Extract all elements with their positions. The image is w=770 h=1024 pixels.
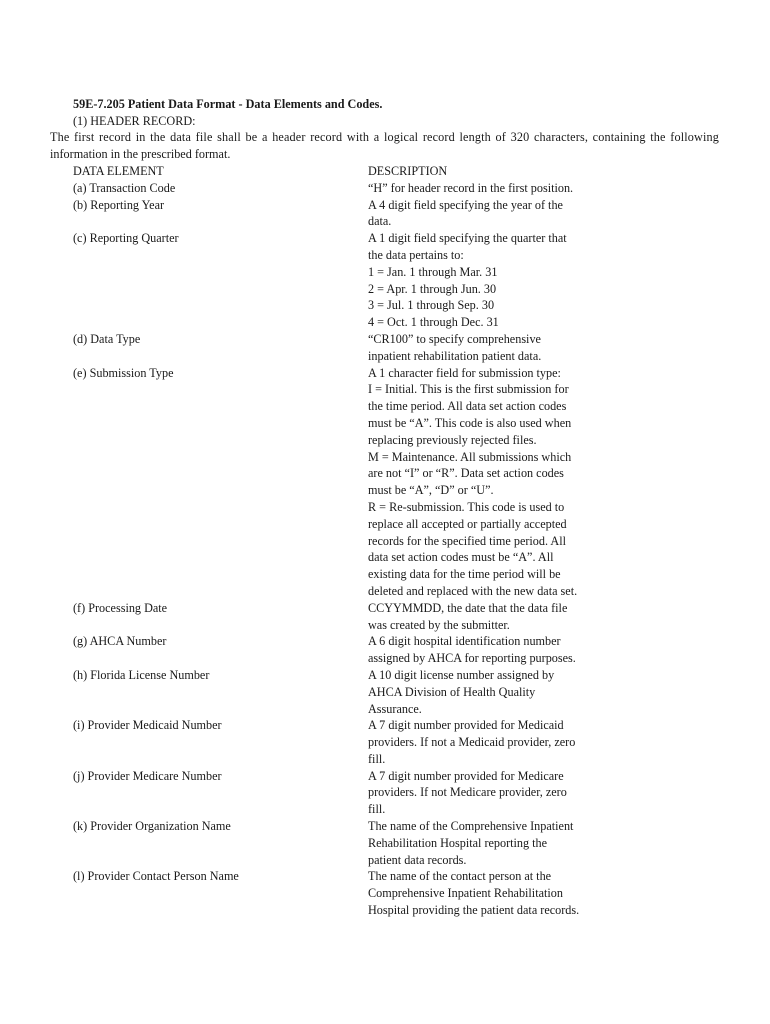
- intro-paragraph: [50, 129, 719, 163]
- data-element-description: [368, 818, 582, 868]
- column-header-data-element: DATA ELEMENT: [73, 164, 164, 178]
- data-elements-table: [73, 163, 633, 919]
- data-element-description: [368, 365, 582, 600]
- description-line: A 4 digit field specifying the year of the: [368, 197, 563, 212]
- description-line: data set action codes must be “A”. All: [368, 550, 554, 565]
- description-line: existing data for the time period will be: [368, 567, 561, 582]
- data-element-label: (j) Provider Medicare Number: [73, 768, 222, 783]
- table-row: [73, 365, 633, 600]
- description-line: M = Maintenance. All submissions which: [368, 449, 572, 464]
- data-element-description: [368, 180, 582, 197]
- data-element-label: (g) AHCA Number: [73, 634, 167, 649]
- data-element-label: (b) Reporting Year: [73, 197, 165, 212]
- description-line: inpatient rehabilitation patient data.: [368, 348, 542, 363]
- description-line: the time period. All data set action codes: [368, 399, 567, 414]
- description-line: The name of the Comprehensive Inpatient: [368, 819, 574, 834]
- data-element-description: [368, 197, 582, 231]
- description-line: A 1 digit field specifying the quarter that: [368, 231, 567, 246]
- table-row: [73, 667, 633, 717]
- description-line: 3 = Jul. 1 through Sep. 30: [368, 298, 495, 313]
- data-element-description: [368, 768, 582, 818]
- description-line: are not “I” or “R”. Data set action codes: [368, 466, 564, 481]
- description-line: fill.: [368, 751, 386, 766]
- description-line: “CR100” to specify comprehensive: [368, 331, 541, 346]
- description-line: Assurance.: [368, 701, 422, 716]
- table-row: [73, 600, 633, 634]
- description-line: deleted and replaced with the new data set.: [368, 583, 578, 598]
- description-line: was created by the submitter.: [368, 617, 510, 632]
- description-line: A 1 character field for submission type:: [368, 365, 561, 380]
- description-line: “H” for header record in the first position.: [368, 180, 574, 195]
- table-row: [73, 331, 633, 365]
- description-line: CCYYMMDD, the date that the data file: [368, 600, 568, 615]
- description-line: assigned by AHCA for reporting purposes.: [368, 651, 576, 666]
- description-line: records for the specified time period. All: [368, 533, 566, 548]
- table-row: [73, 818, 633, 868]
- description-line: Comprehensive Inpatient Rehabilitation: [368, 886, 563, 901]
- description-line: the data pertains to:: [368, 247, 464, 262]
- description-line: A 10 digit license number assigned by: [368, 667, 555, 682]
- description-line: data.: [368, 214, 392, 229]
- data-element-label: (k) Provider Organization Name: [73, 819, 231, 834]
- section-heading: (1) HEADER RECORD:: [73, 114, 196, 128]
- data-element-description: [368, 600, 582, 634]
- data-element-description: [368, 633, 582, 667]
- description-line: must be “A”. This code is also used when: [368, 415, 572, 430]
- data-element-label: (f) Processing Date: [73, 600, 168, 615]
- description-line: providers. If not Medicare provider, zero: [368, 785, 567, 800]
- description-line: replacing previously rejected files.: [368, 432, 537, 447]
- data-element-label: (e) Submission Type: [73, 365, 174, 380]
- description-line: patient data records.: [368, 852, 467, 867]
- data-element-description: [368, 868, 582, 918]
- data-element-description: [368, 331, 582, 365]
- table-header-row: [73, 163, 633, 180]
- intro-line-1: The first record in the data file shall be a header record with a logical record length of 320 characters, containing the following: [50, 130, 719, 144]
- table-row: [73, 197, 633, 231]
- data-element-label: (c) Reporting Quarter: [73, 231, 179, 246]
- description-line: AHCA Division of Health Quality: [368, 684, 536, 699]
- table-row: [73, 768, 633, 818]
- table-row: [73, 180, 633, 197]
- data-element-label: (h) Florida License Number: [73, 667, 210, 682]
- description-line: A 7 digit number provided for Medicaid: [368, 718, 564, 733]
- description-line: 1 = Jan. 1 through Mar. 31: [368, 264, 498, 279]
- description-line: A 6 digit hospital identification number: [368, 634, 561, 649]
- description-line: fill.: [368, 802, 386, 817]
- description-line: The name of the contact person at the: [368, 869, 552, 884]
- data-element-label: (l) Provider Contact Person Name: [73, 869, 239, 884]
- description-line: R = Re-submission. This code is used to: [368, 499, 565, 514]
- data-element-description: [368, 230, 582, 331]
- description-line: Rehabilitation Hospital reporting the: [368, 835, 548, 850]
- data-element-label: (d) Data Type: [73, 331, 141, 346]
- description-line: providers. If not a Medicaid provider, zero: [368, 735, 576, 750]
- data-element-label: (a) Transaction Code: [73, 180, 176, 195]
- description-line: replace all accepted or partially accepted: [368, 516, 567, 531]
- description-line: Hospital providing the patient data records.: [368, 903, 580, 918]
- data-element-label: (i) Provider Medicaid Number: [73, 718, 222, 733]
- intro-line-2: information in the prescribed format.: [50, 146, 231, 161]
- table-row: [73, 717, 633, 767]
- description-line: 2 = Apr. 1 through Jun. 30: [368, 281, 497, 296]
- description-line: 4 = Oct. 1 through Dec. 31: [368, 315, 499, 330]
- description-line: I = Initial. This is the first submission for: [368, 382, 569, 397]
- table-row: [73, 633, 633, 667]
- description-line: A 7 digit number provided for Medicare: [368, 768, 564, 783]
- table-row: [73, 230, 633, 331]
- rule-title: 59E-7.205 Patient Data Format - Data Elements and Codes.: [73, 97, 383, 111]
- description-line: must be “A”, “D” or “U”.: [368, 483, 494, 498]
- table-row: [73, 868, 633, 918]
- data-element-description: [368, 667, 582, 717]
- column-header-description: DESCRIPTION: [368, 164, 448, 178]
- data-element-description: [368, 717, 582, 767]
